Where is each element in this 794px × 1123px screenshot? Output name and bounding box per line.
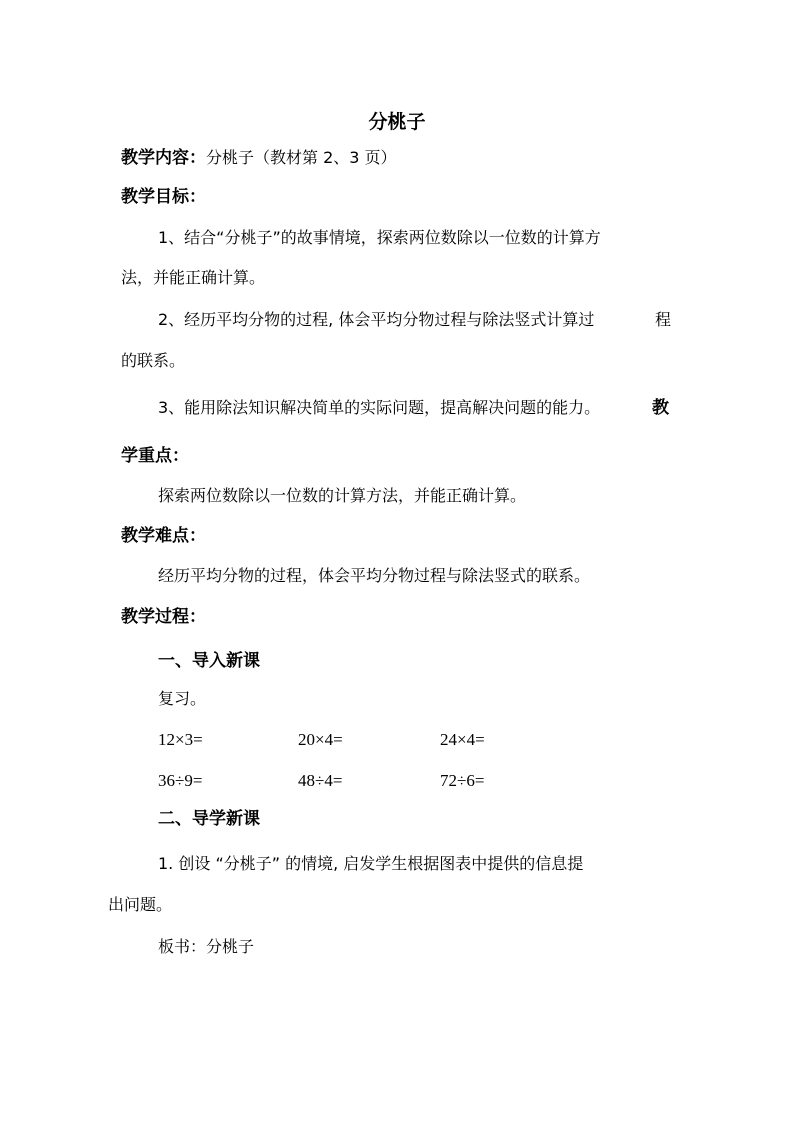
goal-3-line-1: 3、能用除法知识解决简单的实际问题，提高解决问题的能力。 xyxy=(158,398,601,417)
goal-2-line-2: 的联系。 xyxy=(121,351,186,370)
process-heading: 教学过程： xyxy=(121,607,206,627)
key-point-text: 探索两位数除以一位数的计算方法，并能正确计算。 xyxy=(158,486,527,505)
difficulty-text: 经历平均分物的过程，体会平均分物过程与除法竖式的联系。 xyxy=(158,566,591,585)
goals-heading: 教学目标： xyxy=(121,187,206,207)
equation-r1-c2: 20×4= xyxy=(298,730,343,749)
goal-3-tail: 教 xyxy=(652,398,669,418)
goal-2-line-1-tail: 程 xyxy=(655,310,672,329)
document-title: 分桃子 xyxy=(368,111,426,133)
section-2-heading: 二、导学新课 xyxy=(158,809,260,829)
board-text: 板书：分桃子 xyxy=(158,937,255,956)
equation-r1-c3: 24×4= xyxy=(440,730,485,749)
content-row xyxy=(121,148,397,168)
content-text: 分桃子（教材第 2、3 页） xyxy=(206,148,397,167)
difficulty-heading: 教学难点： xyxy=(121,526,206,546)
review-text: 复习。 xyxy=(158,689,207,708)
item-1-line-1: 1. 创设 “分桃子” 的情境, 启发学生根据图表中提供的信息提 xyxy=(158,854,584,873)
goal-1-line-1: 1、结合“分桃子”的故事情境，探索两位数除以一位数的计算方 xyxy=(158,228,601,247)
equation-r2-c3: 72÷6= xyxy=(440,771,485,790)
equation-r2-c1: 36÷9= xyxy=(158,771,203,790)
equation-r2-c2: 48÷4= xyxy=(298,771,343,790)
equation-r1-c1: 12×3= xyxy=(158,730,203,749)
goal-1-line-2: 法，并能正确计算。 xyxy=(121,268,266,287)
item-1-line-2: 出问题。 xyxy=(108,895,173,914)
key-point-heading: 学重点： xyxy=(121,446,189,466)
content-label: 教学内容： xyxy=(121,148,206,168)
goal-2-line-1: 2、经历平均分物的过程, 体会平均分物过程与除法竖式计算过 xyxy=(158,310,595,329)
section-1-heading: 一、导入新课 xyxy=(158,651,260,671)
